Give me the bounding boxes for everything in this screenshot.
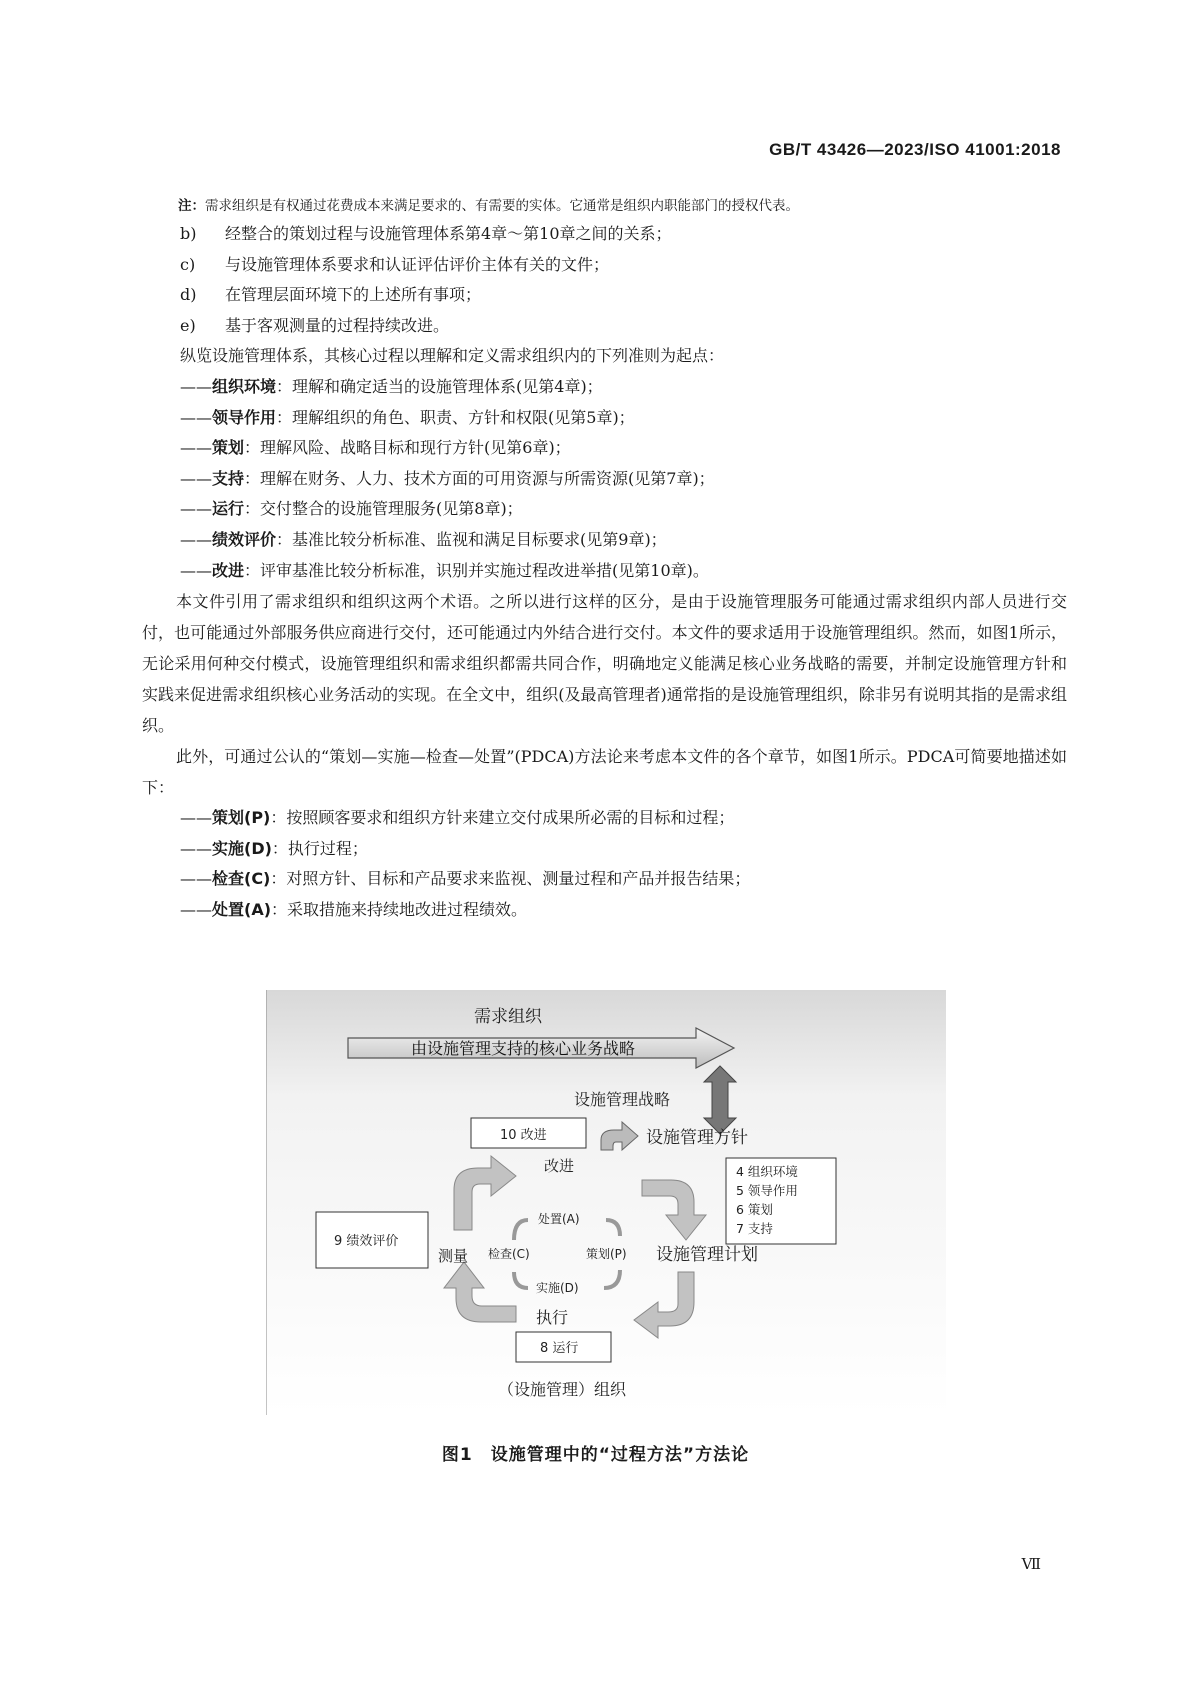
principle-term: 改进: [212, 560, 245, 580]
pdca-item: ——处置(A)：采取措施来持续地改进过程绩效。: [180, 899, 528, 919]
principle-item: ——改进：评审基准比较分析标准，识别并实施过程改进举措(见第10章)。: [180, 560, 709, 580]
figure-caption: 图1 设施管理中的“过程方法”方法论: [441, 1445, 750, 1465]
execute-label: 执行: [536, 1308, 569, 1327]
box-performance-label: 9 绩效评价: [334, 1234, 399, 1249]
side-list-item: 5 领导作用: [736, 1183, 798, 1198]
principle-text: ：基准比较分析标准、监视和满足目标要求(见第9章)；: [276, 529, 667, 549]
principle-term: 绩效评价: [212, 529, 277, 549]
intro-line: 纵览设施管理体系，其核心过程以理解和定义需求组织内的下列准则为起点：: [180, 346, 725, 366]
pdca-item: ——策划(P)：按照顾客要求和组织方针来建立交付成果所必需的目标和过程；: [180, 808, 735, 828]
improve-label: 改进: [544, 1157, 575, 1175]
principle-item: ——绩效评价：基准比较分析标准、监视和满足目标要求(见第9章)；: [180, 529, 667, 549]
list-text: 在管理层面环境下的上述所有事项；: [225, 285, 482, 305]
measure-label: 测量: [438, 1247, 469, 1265]
principle-term: 支持: [212, 468, 245, 488]
act-label: 处置(A): [538, 1212, 580, 1226]
page-number: Ⅶ: [1021, 1555, 1041, 1573]
paragraph: 本文件引用了需求组织和组织这两个术语。之所以进行这样的区分，是由于设施管理服务可能通过需求组织内部人员进行交付，也可能通过外部服务供应商进行交付，还可能通过内外结合进行交付。本文件的要求适用于设施管理组织。然而，如图1所示，无论采用何种交付模式，设施管理组织和需求组织都需共同合作，明确地定义能满足核心业务战略的需要，并制定设施管理方针和实践来促进需求组织核心业务活动的实现。在全文中，组织(及最高管理者)通常指的是设施管理组织，除非另有说明其指的是需求组织。: [142, 592, 1067, 736]
figure-pdca-diagram: [266, 990, 946, 1415]
principle-term: 运行: [212, 499, 245, 519]
box-improve-label: 10 改进: [500, 1128, 547, 1143]
box-operations-label: 8 运行: [540, 1341, 579, 1356]
pdca-item: ——实施(D)：执行过程；: [180, 838, 368, 858]
paragraph: 此外，可通过公认的“策划—实施—检查—处置”(PDCA)方法论来考虑本文件的各个章节，如图1所示。PDCA可简要地描述如下：: [142, 747, 1067, 798]
principle-term: 组织环境: [212, 376, 277, 396]
side-list-item: 7 支持: [736, 1221, 773, 1236]
list-text: 经整合的策划过程与设施管理体系第4章～第10章之间的关系；: [225, 224, 672, 243]
principle-item: ——组织环境：理解和确定适当的设施管理体系(见第4章)；: [180, 376, 603, 396]
principle-item: ——运行：交付整合的设施管理服务(见第8章)；: [180, 499, 523, 519]
note-label: 注：: [178, 198, 205, 214]
fm-org-label: （设施管理）组织: [498, 1380, 627, 1399]
list-label: e): [180, 315, 196, 335]
note: [178, 195, 1067, 217]
pdca-term: 检查(C): [212, 869, 271, 889]
check-label: 检查(C): [488, 1247, 530, 1261]
list-label: c): [180, 254, 196, 274]
pdca-text: ：按照顾客要求和组织方针来建立交付成果所必需的目标和过程；: [270, 808, 735, 828]
principle-text: ：评审基准比较分析标准，识别并实施过程改进举措(见第10章)。: [244, 560, 709, 580]
fm-plan-label: 设施管理计划: [656, 1245, 758, 1265]
side-list-item: 4 组织环境: [736, 1164, 798, 1179]
pdca-term: 实施(D): [212, 838, 272, 858]
principle-text: ：交付整合的设施管理服务(见第8章)；: [244, 499, 523, 519]
demand-org-label: 需求组织: [474, 1007, 542, 1027]
list-item: [142, 280, 1067, 311]
principle-item: ——策划：理解风险、战略目标和现行方针(见第6章)；: [180, 438, 571, 458]
principle-item: ——领导作用：理解组织的角色、职责、方针和权限(见第5章)；: [180, 407, 635, 427]
plan-label: 策划(P): [586, 1247, 627, 1261]
principle-text: ：理解风险、战略目标和现行方针(见第6章)；: [244, 438, 571, 458]
page-body: [142, 195, 1067, 926]
pdca-text: ：采取措施来持续地改进过程绩效。: [271, 899, 528, 919]
pdca-item: ——检查(C)：对照方针、目标和产品要求来监视、测量过程和产品并报告结果；: [180, 869, 751, 889]
pdca-term: 处置(A): [212, 899, 272, 919]
principle-term: 策划: [212, 438, 245, 458]
principle-text: ：理解在财务、人力、技术方面的可用资源与所需资源(见第7章)；: [244, 468, 715, 488]
side-list-item: 6 策划: [736, 1202, 773, 1217]
principle-text: ：理解和确定适当的设施管理体系(见第4章)；: [276, 376, 603, 396]
pdca-term: 策划(P): [212, 808, 271, 828]
principle-item: ——支持：理解在财务、人力、技术方面的可用资源与所需资源(见第7章)；: [180, 468, 715, 488]
fm-strategy-label: 设施管理战略: [574, 1090, 671, 1109]
fm-policy-label: 设施管理方针: [646, 1128, 748, 1148]
standard-number: GB/T 43426—2023/ISO 41001:2018: [769, 140, 1061, 159]
list-item: [142, 219, 1067, 250]
pdca-text: ：对照方针、目标和产品要求来监视、测量过程和产品并报告结果；: [270, 869, 751, 889]
principle-term: 领导作用: [212, 407, 277, 427]
pdca-text: ：执行过程；: [271, 838, 368, 858]
list-text: 基于客观测量的过程持续改进。: [225, 315, 450, 335]
principle-text: ：理解组织的角色、职责、方针和权限(见第5章)；: [276, 407, 635, 427]
core-strategy-label: 由设施管理支持的核心业务战略: [411, 1039, 636, 1058]
note-text: 需求组织是有权通过花费成本来满足要求的、有需要的实体。它通常是组织内职能部门的授权代表。: [205, 198, 799, 214]
list-label: d): [180, 285, 197, 305]
list-item: [142, 311, 1067, 342]
list-text: 与设施管理体系要求和认证评估评价主体有关的文件；: [225, 254, 610, 274]
list-item: [142, 250, 1067, 281]
do-label: 实施(D): [536, 1281, 579, 1295]
list-label: b): [180, 224, 197, 243]
